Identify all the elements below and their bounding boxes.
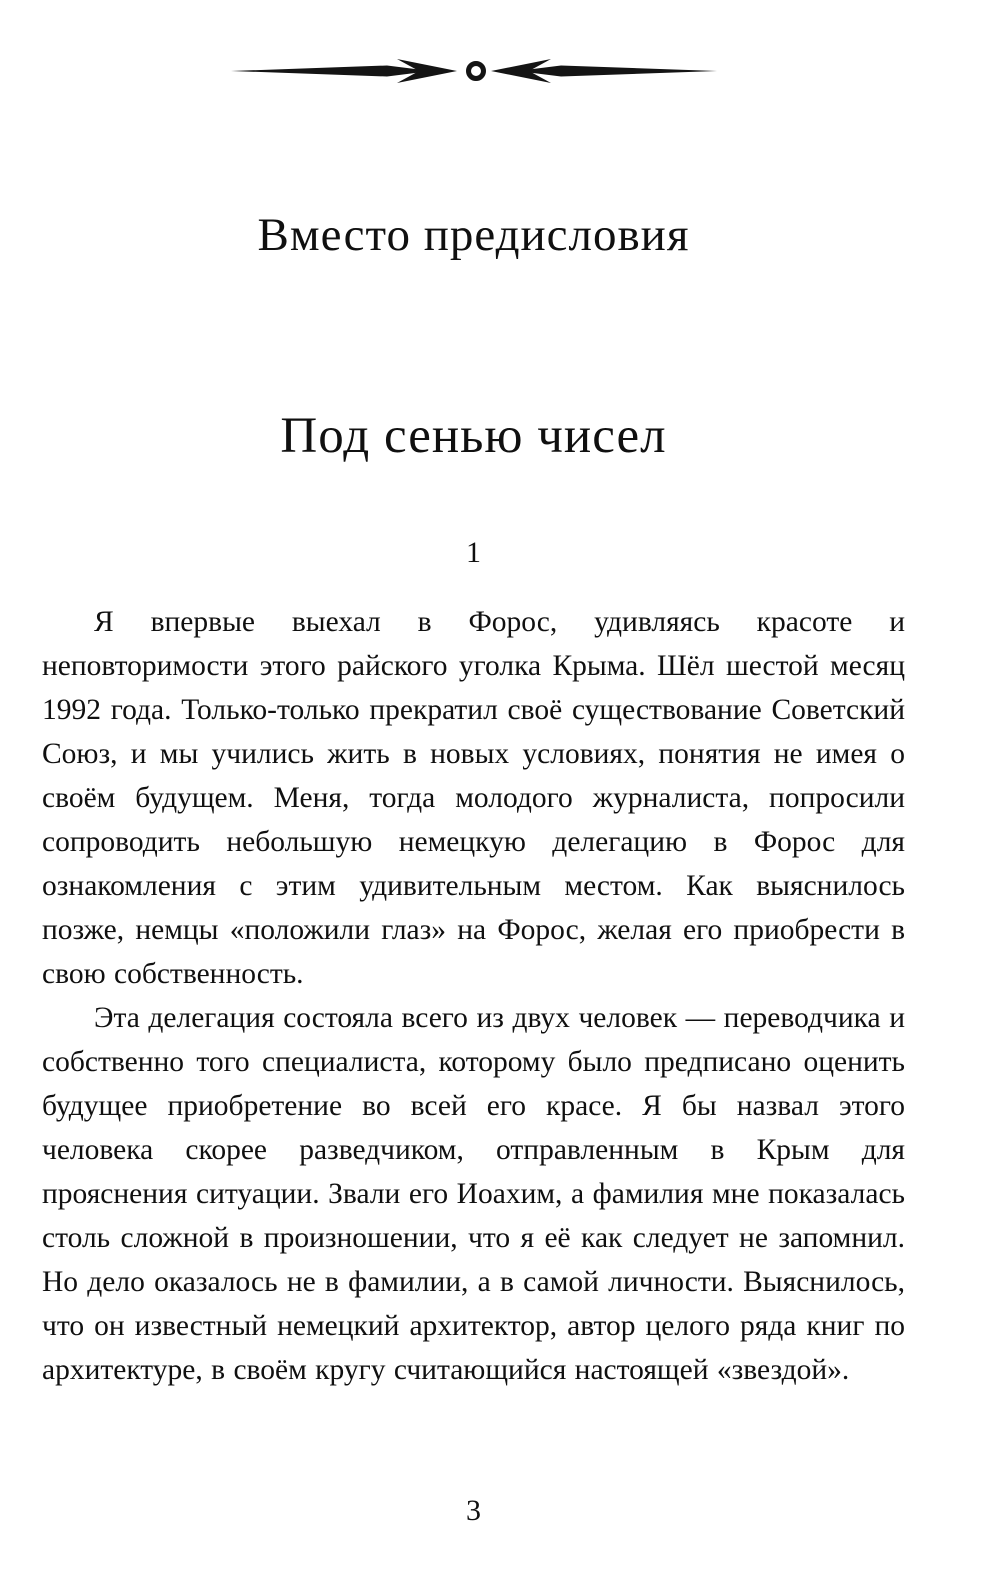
body-text xyxy=(42,600,905,1392)
ornament-flourish-icon xyxy=(229,52,719,90)
paragraph: Я впервые выехал в Форос, удивляясь красоте и неповторимости этого райского уголка Крыма. Шёл шестой месяц 1992 года. Только-только прекратил своё существование Советский Союз, и мы учились жить в новых условиях, понятия не имея о своём будущем. Меня, тогда молодого журналиста, попросили сопроводить небольшую немецкую делегацию в Форос для ознакомления с этим удивительным местом. Как выяснилось позже, немцы «положили глаз» на Форос, желая его приобрести в свою собственность. xyxy=(42,605,905,990)
divider-ornament xyxy=(42,52,905,92)
paragraph: Эта делегация состояла всего из двух человек — переводчика и собственно того специалиста, которому было предписано оценить будущее приобретение во всей его красе. Я бы назвал этого человека скорее разведчиком, отправленным в Крым для прояснения ситуации. Звали его Иоахим, а фамилия мне показалась столь сложной в произношении, что я её как следует не запомнил. Но дело оказалось не в фамилии, а в самой личности. Выяснилось, что он известный немецкий архитектор, автор целого ряда книг по архитектуре, в своём кругу считающийся настоящей «звездой». xyxy=(42,1001,905,1386)
section-number: 1 xyxy=(466,535,481,569)
preface-heading: Вместо предисловия xyxy=(257,209,690,261)
page-number: 3 xyxy=(466,1494,481,1527)
chapter-title: Под сенью чисел xyxy=(280,407,667,464)
